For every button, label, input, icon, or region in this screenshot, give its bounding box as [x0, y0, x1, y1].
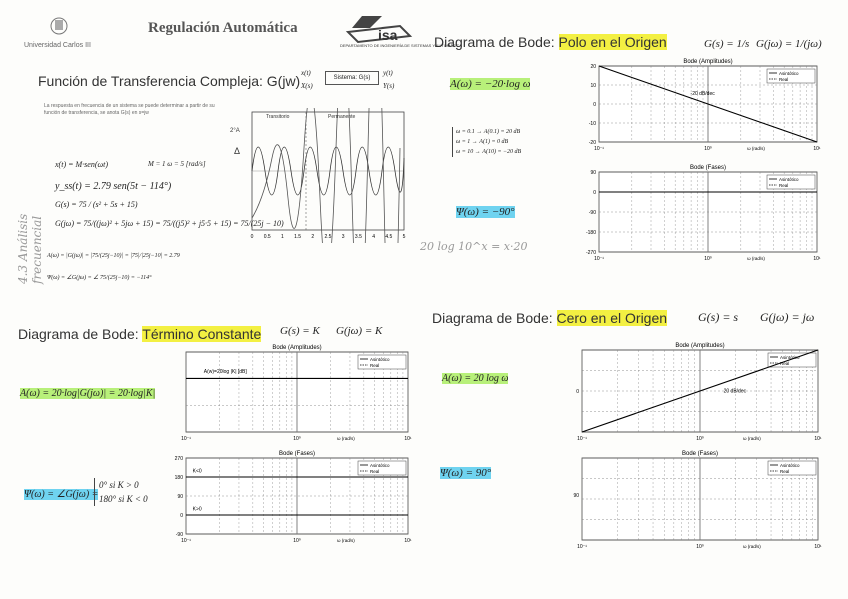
polo-highlight: Polo en el Origen	[558, 34, 667, 50]
x-axis-unit: ω (rad/s)	[743, 544, 761, 549]
cero-amp-eq: A(ω) = 20 log ω	[442, 373, 509, 384]
x-tick-label: 10⁰	[704, 146, 712, 152]
x-tick-label: 10⁰	[293, 538, 301, 544]
polo-gs: G(s) = 1/s	[704, 38, 750, 50]
x-tick-label: 10¹	[813, 256, 821, 262]
tf-block-diagram	[297, 67, 417, 97]
label-amplitude: 2°A	[230, 128, 240, 134]
legend-label-asintotico: Asintótico	[370, 463, 390, 468]
legend-label-asintotico: Asintótico	[780, 463, 800, 468]
legend-label-asintotico: Asintótico	[780, 355, 800, 360]
y-tick-label: 0	[180, 513, 183, 519]
time-tick-label: 2	[311, 234, 315, 240]
block-output-label: y(t)	[383, 69, 393, 77]
time-tick-label: 3	[341, 234, 345, 240]
polo-phase-plot	[585, 162, 825, 266]
const-gs: G(s) = K	[280, 325, 320, 337]
y-tick-label: 10	[590, 83, 596, 89]
const-phase-plot	[166, 448, 416, 548]
legend-label-real: Real	[780, 361, 790, 366]
polo-case-3: ω = 10 → A(10) = −20 dB	[456, 149, 522, 155]
block-output-laplace: Y(s)	[383, 82, 395, 90]
x-tick-label: 10⁻¹	[594, 146, 604, 152]
output-sinusoid	[252, 108, 400, 243]
university-logo	[24, 14, 94, 50]
plot-title: Bode (Amplitudes)	[272, 345, 322, 351]
eq-magnitude: A(ω) = |G(jω)| = |75/(25j−10)| = |75|/|25j−10| = 2.79	[47, 253, 180, 259]
cero-gjw: G(jω) = jω	[760, 310, 815, 324]
time-axis-ticks	[251, 234, 406, 240]
time-tick-label: 3.5	[354, 234, 362, 240]
handwritten-log-note: 20 log 10^x = x·20	[420, 240, 528, 253]
legend-label-asintotico: Asintótico	[779, 71, 799, 76]
polo-cases	[452, 127, 521, 157]
y-tick-label: -90	[588, 210, 596, 216]
slope-annotation: 20 dB/dec	[723, 388, 747, 395]
time-tick-label: 1	[281, 234, 284, 240]
time-tick-label: 5	[402, 234, 406, 240]
x-tick-label: 10⁻¹	[594, 256, 604, 262]
const-gjw: G(jω) = K	[336, 325, 383, 337]
eq-params: M = 1 ω = 5 [rad/s]	[148, 160, 206, 168]
isa-logo	[340, 14, 462, 48]
time-tick-label: 1.5	[294, 234, 302, 240]
polo-case-1: ω = 0.1 → A(0.1) = 20 dB	[456, 129, 521, 135]
const-phase-cases	[94, 478, 148, 506]
x-tick-label: 10¹	[814, 436, 822, 442]
svg-text:isa: isa	[378, 27, 398, 43]
y-tick-label: 0	[593, 102, 596, 108]
x-axis-unit: ω (rad/s)	[747, 256, 765, 261]
eq-steady-state: y_ss(t) = 2.79 sen(5t − 114°)	[55, 181, 172, 192]
time-tick-label: 4.5	[385, 234, 393, 240]
cero-phase-plot	[568, 448, 826, 554]
x-tick-label: 10¹	[404, 436, 412, 442]
y-tick-label: 90	[590, 170, 596, 176]
y-tick-label: -270	[585, 250, 596, 256]
y-tick-label: 90	[177, 494, 183, 500]
time-tick-label: 0	[250, 234, 254, 240]
x-tick-label: 10⁻¹	[181, 538, 191, 544]
plot-title: Bode (Fases)	[689, 165, 727, 171]
x-axis-unit: ω (rad/s)	[336, 436, 355, 441]
eq-input-signal: x(t) = M·sen(ωt)	[55, 160, 109, 169]
plot-title: Bode (Fases)	[681, 451, 719, 457]
x-tick-label: 10⁻¹	[577, 544, 587, 550]
constant-annotation: A(w)=20log |K| [dB]	[203, 368, 247, 375]
legend-label-real: Real	[370, 469, 380, 474]
y-tick-label: 90	[573, 492, 579, 499]
const-section-title: Diagrama de Bode: Término Constante	[18, 326, 262, 342]
y-tick-label: 270	[174, 456, 183, 462]
eq-phase: Ψ(ω) = ∠G(jω) = ∠ 75/(25j−10) = −114°	[47, 275, 152, 281]
polo-amp-eq: A(ω) = −20·log ω	[450, 78, 531, 90]
const-case-negative: 180° si K < 0	[99, 494, 148, 504]
legend-label-asintotico: Asintótico	[779, 177, 799, 182]
label-permanente: Permanente	[328, 114, 356, 120]
legend-label-real: Real	[780, 469, 790, 474]
x-tick-label: 10¹	[814, 544, 822, 550]
x-tick-label: 10⁻¹	[577, 436, 587, 442]
cero-section-title: Diagrama de Bode: Cero en el Origen	[432, 310, 668, 326]
label-delta: Δ	[234, 146, 241, 156]
y-tick-label: 0	[593, 190, 596, 196]
block-input-laplace: X(s)	[301, 82, 313, 90]
y-tick-label: 180	[174, 475, 183, 481]
label-k-positive: K>0	[192, 506, 202, 513]
const-amp-plot	[166, 342, 416, 446]
polo-case-2: ω = 1 → A(1) = 0 dB	[456, 139, 509, 145]
label-transitorio: Transitorio	[266, 114, 290, 120]
label-k-negative: K<0	[192, 468, 202, 475]
cero-highlight: Cero en el Origen	[556, 310, 668, 326]
const-case-positive: 0° si K > 0	[99, 480, 139, 490]
polo-section-title: Diagrama de Bode: Polo en el Origen	[434, 34, 667, 50]
time-tick-label: 0.5	[263, 234, 271, 240]
cero-phase-eq: Ψ(ω) = 90°	[440, 467, 492, 479]
x-axis-unit: ω (rad/s)	[336, 538, 355, 543]
tf-bullet-text: La respuesta en frecuencia de un sistema se puede determinar a partir de su función de transferencia, se anota G(s) en s=jw	[44, 103, 215, 116]
cero-gs: G(s) = s	[698, 310, 739, 324]
block-system-box: Sistema: G(s)	[325, 71, 379, 85]
legend-label-real: Real	[779, 77, 789, 82]
university-name: Universidad Carlos III	[24, 42, 91, 49]
plot-title: Bode (Amplitudes)	[683, 59, 733, 65]
plot-title: Bode (Fases)	[278, 451, 316, 457]
const-amp-eq: A(ω) = 20·log|G(jω)| = 20·log|K|	[20, 388, 156, 399]
eq-transfer-function: G(s) = 75 / (s² + 5s + 15)	[55, 200, 138, 209]
y-tick-label: 0	[576, 389, 579, 395]
polo-gjw: G(jω) = 1/(jω)	[756, 38, 822, 50]
isa-logo-subtitle: DEPARTAMENTO DE INGENIERÍA DE SISTEMAS Y AUTOMÁTICA	[340, 43, 462, 48]
handwritten-margin-note: 4.3 Análisis frecuencial	[16, 213, 44, 284]
y-tick-label: -180	[585, 230, 596, 236]
slope-annotation: -20 dB/dec	[690, 90, 715, 97]
block-input-label: x(t)	[301, 69, 311, 77]
x-axis-unit: ω (rad/s)	[747, 146, 765, 151]
time-tick-label: 4	[372, 234, 375, 240]
x-tick-label: 10⁻¹	[181, 436, 191, 442]
time-response-plot	[228, 108, 408, 243]
x-tick-label: 10⁰	[696, 544, 704, 550]
polo-amp-plot	[585, 56, 825, 156]
const-highlight: Término Constante	[142, 326, 262, 342]
x-tick-label: 10¹	[404, 538, 412, 544]
x-tick-label: 10⁰	[293, 436, 301, 442]
time-tick-label: 2.5	[324, 234, 332, 240]
time-response-svg	[228, 108, 408, 243]
const-phase-eq: Ψ(ω) = ∠G(jω) =	[24, 489, 99, 500]
eq-complex-tf: G(jω) = 75/((jω)² + 5jω + 15) = 75/((j5)² + j5·5 + 15) = 75/(25j − 10)	[55, 219, 284, 228]
x-tick-label: 10¹	[813, 146, 821, 152]
legend-label-real: Real	[779, 183, 789, 188]
legend-label-real: Real	[370, 363, 380, 368]
legend-label-asintotico: Asintótico	[370, 357, 390, 362]
y-tick-label: 20	[590, 64, 596, 70]
y-tick-label: -90	[175, 532, 183, 538]
x-tick-label: 10⁰	[696, 436, 704, 442]
cero-amp-plot	[568, 340, 826, 446]
polo-phase-eq: Ψ(ω) = −90°	[456, 206, 515, 218]
plot-title: Bode (Amplitudes)	[675, 343, 725, 349]
page-header-title: Regulación Automática	[148, 20, 298, 36]
x-tick-label: 10⁰	[704, 256, 712, 262]
y-tick-label: -20	[588, 140, 596, 146]
y-tick-label: -10	[588, 121, 596, 127]
tf-section-title: Función de Transferencia Compleja: G(jw)	[38, 73, 301, 89]
x-axis-unit: ω (rad/s)	[743, 436, 761, 441]
